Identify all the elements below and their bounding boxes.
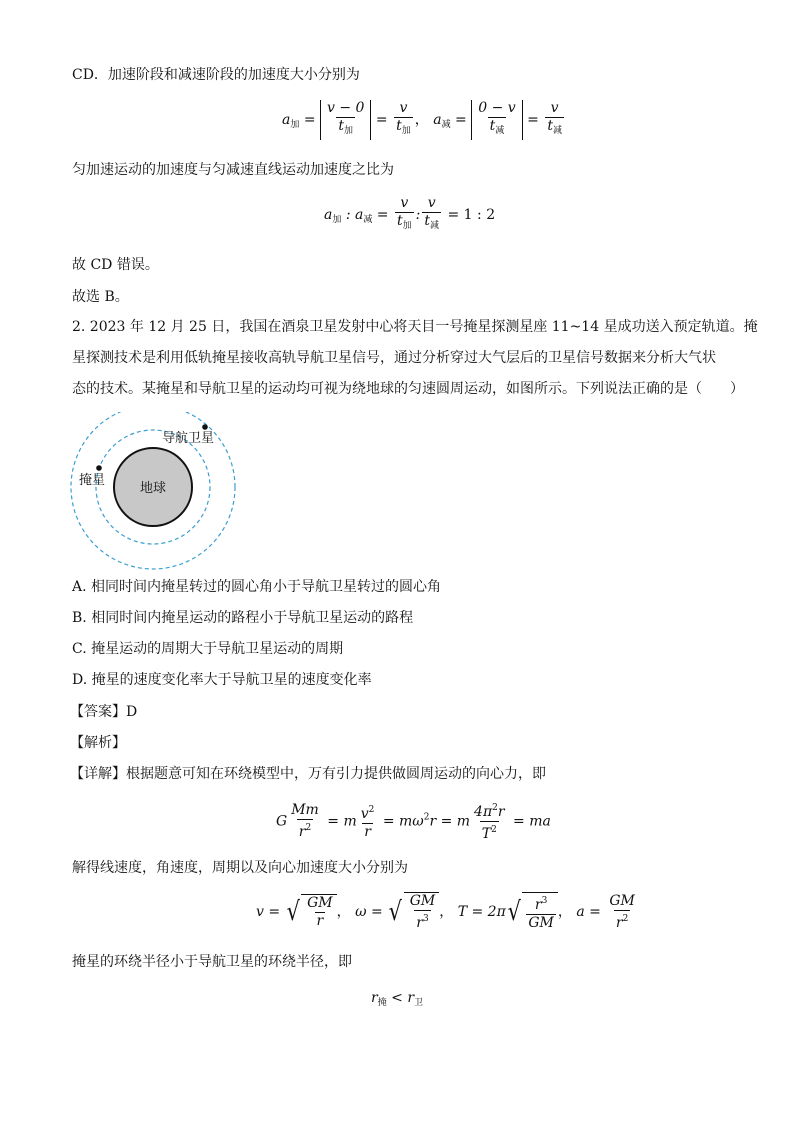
ratio-intro-text: 匀加速运动的加速度与匀减速直线运动加速度之比为: [72, 162, 394, 178]
option-d: D. 掩星的速度变化率大于导航卫星的速度变化率: [72, 672, 372, 688]
detail-text: 【详解】根据题意可知在环绕模型中，万有引力提供做圆周运动的向心力，即: [70, 766, 546, 782]
answer-label: 【答案】D: [70, 704, 138, 720]
equation-acceleration-magnitudes: $a_加$ = $\frac{v - 0}{t_加}$ = $\frac{v}{t_加}$ ， $a_减$ = $\frac{0 - v}{t_减}$ = $\frac{v}{t_减}$: [282, 100, 566, 140]
equation-acceleration-ratio: $a_加$ : $a_减$ = $\frac{v}{t_加}$ : $\frac{v}{t_减}$ = 1 : 2: [324, 195, 495, 235]
nav-satellite-dot: [202, 424, 208, 430]
occultation-satellite-dot: [96, 465, 102, 471]
question-2-line-1: 2. 2023 年 12 月 25 日，我国在酒泉卫星发射中心将天目一号掩星探测星座 11~14 星成功送入预定轨道。掩: [72, 319, 758, 335]
orbit-diagram: [70, 412, 250, 572]
equation-radius-inequality: $r_掩 < r_卫$: [371, 990, 424, 1008]
option-c: C. 掩星运动的周期大于导航卫星运动的周期: [72, 641, 344, 657]
occultation-satellite-label: 掩星: [79, 473, 106, 488]
solve-text: 解得线速度，角速度，周期以及向心加速度大小分别为: [72, 860, 408, 876]
earth-label: 地球: [140, 481, 167, 496]
option-b: B. 相同时间内掩星运动的路程小于导航卫星运动的路程: [72, 610, 414, 626]
equation-orbital-quantities: v = √ $\frac{GM}{r}$ ， ω = √ $\frac{GM}{r^3}$ ， T = 2π √ $\frac{r^3}{GM}$ ， a = $\frac{GM}{r^2}$: [256, 892, 635, 931]
analysis-label: 【解析】: [70, 735, 126, 751]
cd-wrong-text: 故 CD 错误。: [72, 257, 159, 273]
choose-b-text: 故选 B。: [72, 289, 129, 305]
question-2-line-3: 态的技术。某掩星和导航卫星的运动均可视为绕地球的匀速圆周运动，如图所示。下列说法正确的是（ ）: [72, 381, 744, 397]
equation-gravitation: G $\frac{Mm}{r^2}$ = m $\frac{v^2}{r}$ = $m\omega^2r = m$ $\frac{4\pi^2r}{T^2}$ = ma: [276, 802, 551, 842]
nav-satellite-label: 导航卫星: [162, 431, 215, 446]
option-a: A. 相同时间内掩星转过的圆心角小于导航卫星转过的圆心角: [72, 579, 442, 595]
radius-compare-text: 掩星的环绕半径小于导航卫星的环绕半径，即: [72, 954, 352, 970]
question-2-line-2: 星探测技术是利用低轨掩星接收高轨导航卫星信号，通过分析穿过大气层后的卫星信号数据来分析大气状: [72, 350, 716, 366]
cd-intro-text: CD．加速阶段和减速阶段的加速度大小分别为: [72, 67, 360, 83]
